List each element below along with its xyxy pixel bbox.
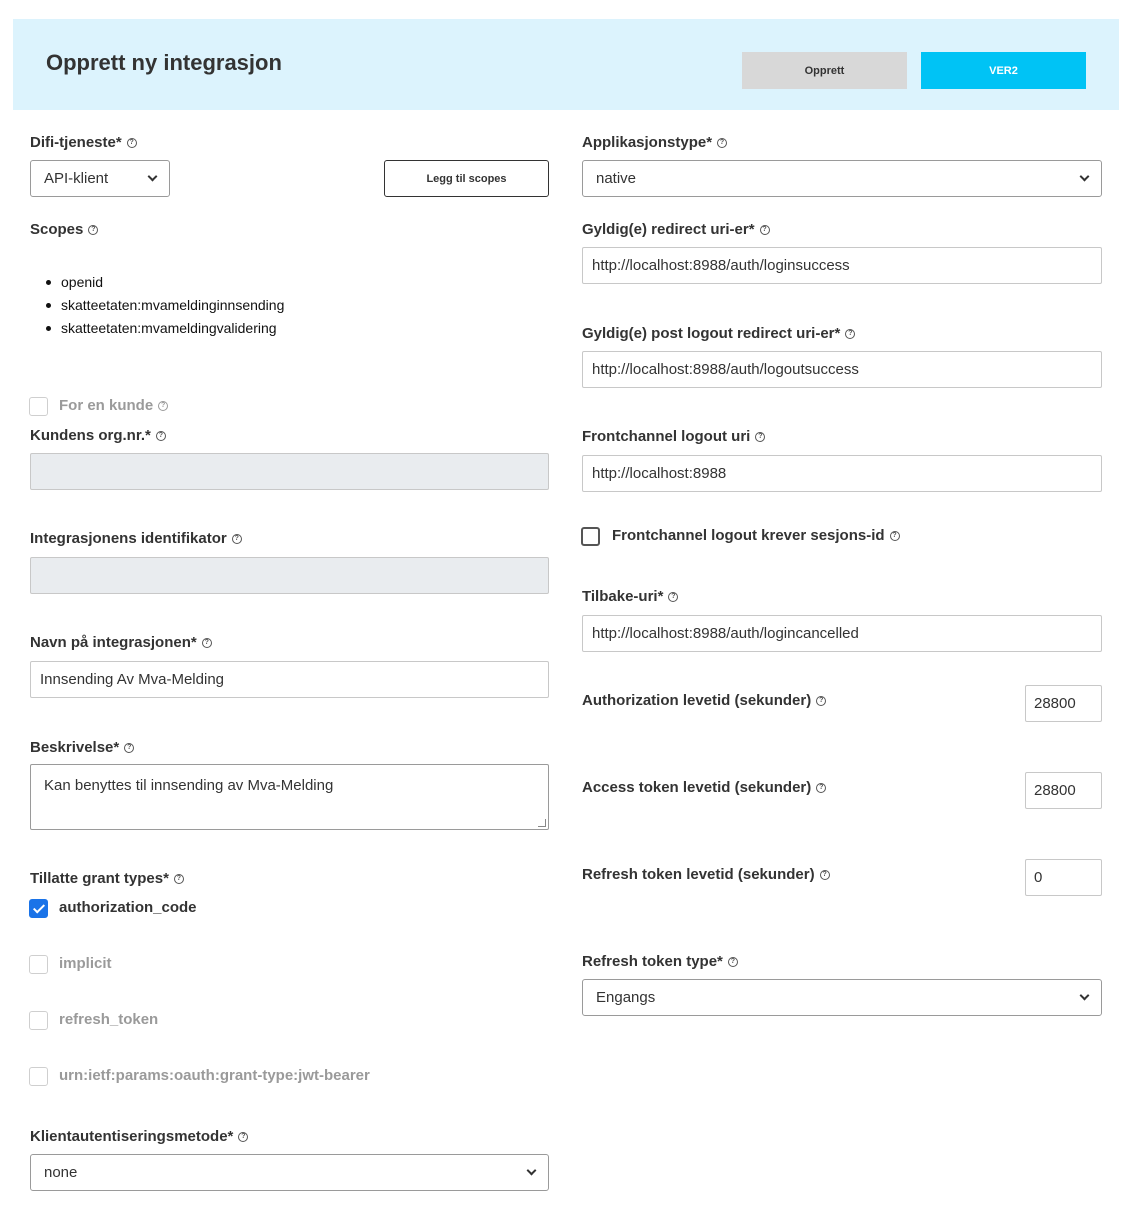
help-icon[interactable]: ? <box>816 696 826 706</box>
scope-item: skatteetaten:mvameldingvalidering <box>46 319 284 342</box>
help-icon[interactable]: ? <box>668 592 678 602</box>
grant-jwt-bearer-checkbox[interactable] <box>29 1067 48 1086</box>
checkmark-icon <box>32 901 44 913</box>
frontchannel-session-checkbox[interactable] <box>581 527 600 546</box>
access-lifetime-label <box>582 779 826 796</box>
help-icon[interactable]: ? <box>232 534 242 544</box>
grant-implicit-checkbox[interactable] <box>29 955 48 974</box>
redirect-uri-label <box>582 221 770 238</box>
scope-item: openid <box>46 273 284 296</box>
refresh-type-label <box>582 953 738 970</box>
help-icon[interactable]: ? <box>717 138 727 148</box>
chevron-down-icon <box>1080 172 1090 182</box>
service-select[interactable] <box>30 160 170 197</box>
app-type-value: native <box>596 170 637 187</box>
app-type-label-text: Applikasjonstype* <box>582 134 713 151</box>
service-label-text: Difi-tjeneste* <box>30 134 122 151</box>
service-select-value: API-klient <box>44 170 109 187</box>
auth-method-label-text: Klientautentiseringsmetode* <box>30 1128 234 1145</box>
description-label-text: Beskrivelse* <box>30 739 120 756</box>
app-type-label <box>582 134 727 151</box>
for-customer-label-text: For en kunde <box>59 397 154 414</box>
refresh-type-value: Engangs <box>596 989 656 1006</box>
auth-lifetime-label <box>582 692 826 709</box>
app-type-select[interactable] <box>582 160 1102 197</box>
post-logout-uri-input[interactable]: http://localhost:8988/auth/logoutsuccess <box>582 351 1102 388</box>
resize-handle-icon[interactable] <box>538 819 546 827</box>
grant-types-label <box>30 870 184 887</box>
chevron-down-icon <box>148 172 158 182</box>
help-icon[interactable]: ? <box>820 870 830 880</box>
access-lifetime-label-text: Access token levetid (sekunder) <box>582 779 812 796</box>
environment-button[interactable]: VER2 <box>921 52 1086 89</box>
page-title: Opprett ny integrasjon <box>46 50 282 75</box>
help-icon[interactable]: ? <box>755 432 765 442</box>
frontchannel-session-label-text: Frontchannel logout krever sesjons-id <box>612 527 885 544</box>
help-icon[interactable]: ? <box>127 138 137 148</box>
post-logout-uri-label-text: Gyldig(e) post logout redirect uri-er* <box>582 325 841 342</box>
description-label <box>30 739 134 756</box>
grant-types-label-text: Tillatte grant types* <box>30 870 169 887</box>
help-icon[interactable]: ? <box>238 1132 248 1142</box>
for-customer-label <box>59 397 168 414</box>
frontchannel-uri-label <box>582 428 765 445</box>
add-scopes-button[interactable]: Legg til scopes <box>384 160 549 197</box>
identifier-input[interactable] <box>30 557 549 594</box>
refresh-lifetime-input[interactable]: 0 <box>1025 859 1102 896</box>
chevron-down-icon <box>1080 991 1090 1001</box>
customer-org-label <box>30 427 166 444</box>
for-customer-checkbox[interactable] <box>29 397 48 416</box>
create-button[interactable]: Opprett <box>742 52 907 89</box>
help-icon[interactable]: ? <box>124 743 134 753</box>
back-uri-label <box>582 588 678 605</box>
help-icon[interactable]: ? <box>728 957 738 967</box>
grant-refresh-token-checkbox[interactable] <box>29 1011 48 1030</box>
help-icon[interactable]: ? <box>158 401 168 411</box>
scopes-label <box>30 221 98 238</box>
refresh-lifetime-label <box>582 866 830 883</box>
description-textarea[interactable] <box>30 764 549 830</box>
post-logout-uri-label <box>582 325 855 342</box>
identifier-label <box>30 530 242 547</box>
help-icon[interactable]: ? <box>890 531 900 541</box>
name-input[interactable]: Innsending Av Mva-Melding <box>30 661 549 698</box>
scopes-list <box>46 273 284 342</box>
grant-implicit-label: implicit <box>59 955 112 972</box>
grant-authorization-code-checkbox[interactable] <box>29 899 48 918</box>
scope-item: skatteetaten:mvameldinginnsending <box>46 296 284 319</box>
identifier-label-text: Integrasjonens identifikator <box>30 530 227 547</box>
grant-authorization-code-label: authorization_code <box>59 899 197 916</box>
help-icon[interactable]: ? <box>760 225 770 235</box>
description-text: Kan benyttes til innsending av Mva-Melding <box>44 777 334 794</box>
help-icon[interactable]: ? <box>202 638 212 648</box>
grant-refresh-token-label: refresh_token <box>59 1011 159 1028</box>
help-icon[interactable]: ? <box>174 874 184 884</box>
help-icon[interactable]: ? <box>156 431 166 441</box>
help-icon[interactable]: ? <box>845 329 855 339</box>
auth-lifetime-label-text: Authorization levetid (sekunder) <box>582 692 812 709</box>
help-icon[interactable]: ? <box>88 225 98 235</box>
auth-method-value: none <box>44 1164 78 1181</box>
name-label <box>30 634 212 651</box>
frontchannel-uri-label-text: Frontchannel logout uri <box>582 428 751 445</box>
auth-lifetime-input[interactable]: 28800 <box>1025 685 1102 722</box>
back-uri-input[interactable]: http://localhost:8988/auth/logincancelled <box>582 615 1102 652</box>
service-label <box>30 134 137 151</box>
frontchannel-session-label <box>612 527 900 544</box>
chevron-down-icon <box>527 1166 537 1176</box>
help-icon[interactable]: ? <box>816 783 826 793</box>
auth-method-select[interactable] <box>30 1154 549 1191</box>
refresh-type-label-text: Refresh token type* <box>582 953 723 970</box>
access-lifetime-input[interactable]: 28800 <box>1025 772 1102 809</box>
redirect-uri-label-text: Gyldig(e) redirect uri-er* <box>582 221 755 238</box>
refresh-type-select[interactable] <box>582 979 1102 1016</box>
grant-jwt-bearer-label: urn:ietf:params:oauth:grant-type:jwt-bearer <box>59 1067 370 1084</box>
back-uri-label-text: Tilbake-uri* <box>582 588 664 605</box>
name-label-text: Navn på integrasjonen* <box>30 634 197 651</box>
auth-method-label <box>30 1128 248 1145</box>
scopes-label-text: Scopes <box>30 221 84 238</box>
frontchannel-uri-input[interactable]: http://localhost:8988 <box>582 455 1102 492</box>
refresh-lifetime-label-text: Refresh token levetid (sekunder) <box>582 866 815 883</box>
customer-org-label-text: Kundens org.nr.* <box>30 427 151 444</box>
customer-org-input[interactable] <box>30 453 549 490</box>
redirect-uri-input[interactable]: http://localhost:8988/auth/loginsuccess <box>582 247 1102 284</box>
